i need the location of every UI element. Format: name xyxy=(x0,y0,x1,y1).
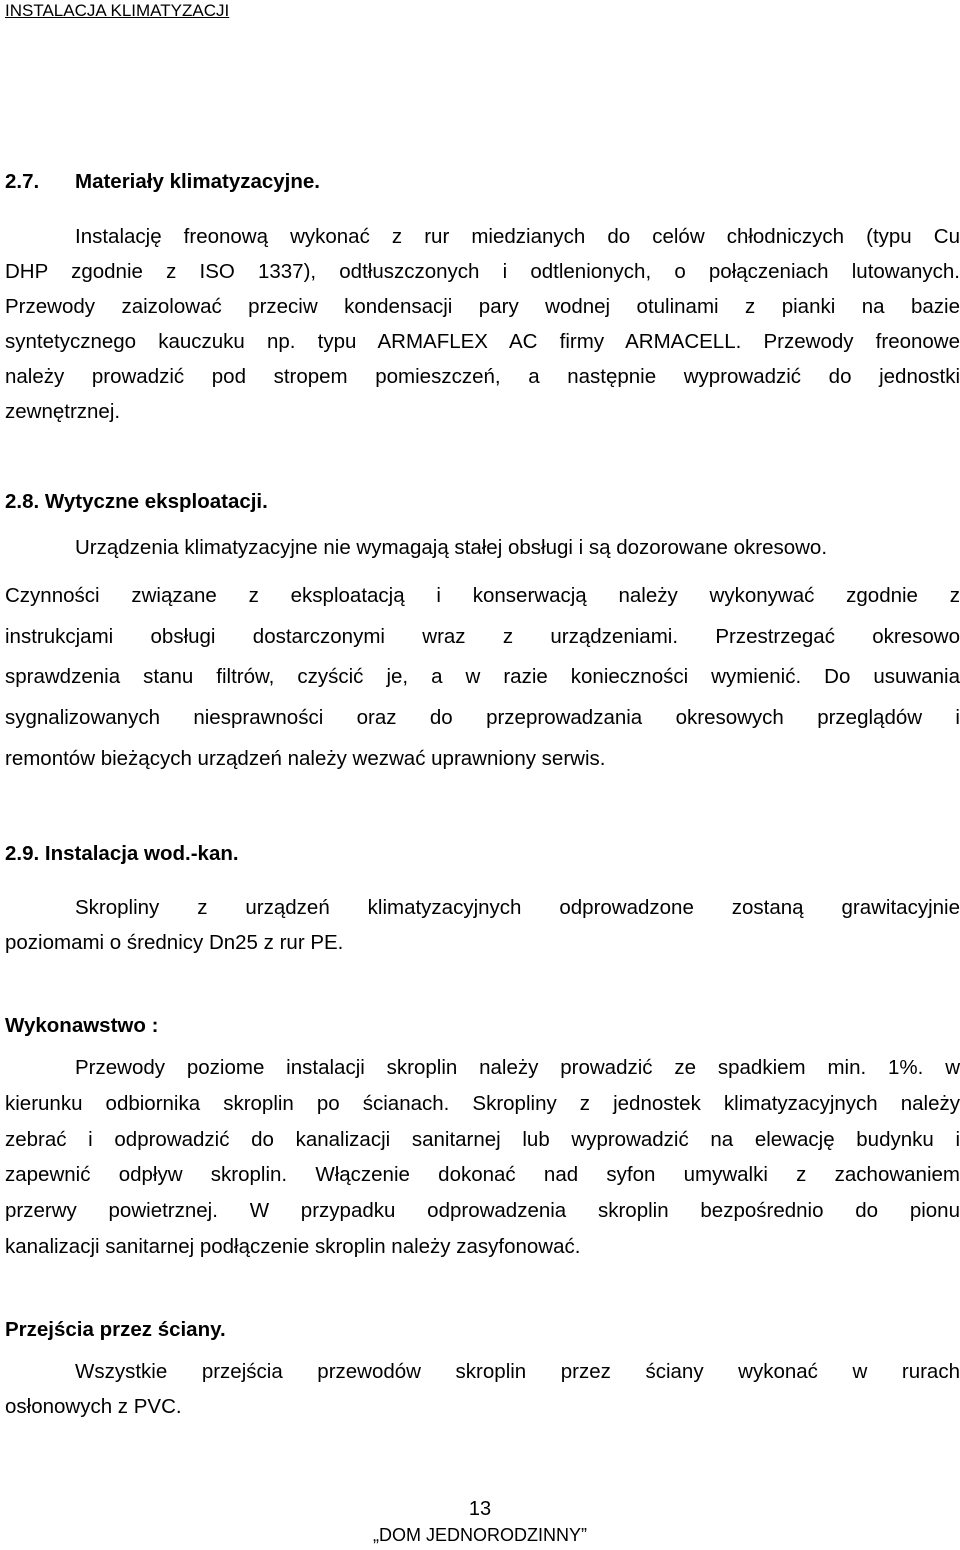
page-number: 13 xyxy=(468,1498,492,1520)
header-title-link[interactable]: INSTALACJA KLIMATYZACJI xyxy=(5,1,230,20)
section-2-8-paragraph xyxy=(5,576,960,779)
przejscia-heading: Przejścia przez ściany. xyxy=(5,1318,226,1341)
paragraph-line: poziomami o średnicy Dn25 z rur PE. xyxy=(5,931,344,954)
section-heading-2-7 xyxy=(5,168,320,196)
paragraph-line: Wszystkie przejścia przewodów skroplin przez ściany wykonać w rurach xyxy=(75,1360,960,1383)
section-heading-2-9: 2.9. Instalacja wod.-kan. xyxy=(5,842,239,865)
paragraph-line: zewnętrznej. xyxy=(5,400,121,423)
paragraph-line: zapewnić odpływ skroplin. Włączenie dokonać nad syfon umywalki z zachowaniem xyxy=(5,1163,960,1187)
section-title: Materiały klimatyzacyjne. xyxy=(75,170,320,193)
wykonawstwo-heading: Wykonawstwo : xyxy=(5,1014,159,1037)
paragraph-line: Skropliny z urządzeń klimatyzacyjnych odprowadzone zostaną grawitacyjnie xyxy=(75,896,960,919)
section-number: 2.7. xyxy=(5,170,40,193)
paragraph-line: Czynności związane z eksploatacją i konserwacją należy wykonywać zgodnie z xyxy=(5,584,960,607)
paragraph-line: Przewody poziome instalacji skroplin należy prowadzić ze spadkiem min. 1%. w xyxy=(75,1056,960,1079)
wykonawstwo-paragraph xyxy=(5,1050,960,1265)
paragraph-line: kierunku odbiornika skroplin po ścianach. Skropliny z jednostek klimatyzacyjnych należy xyxy=(5,1091,960,1115)
paragraph-line: sygnalizowanych niesprawności oraz do przeprowadzania okresowych przeglądów i xyxy=(5,706,960,730)
paragraph-line: sprawdzenia stanu filtrów, czyścić je, a w razie konieczności wymienić. Do usuwania xyxy=(5,665,960,689)
paragraph-line: należy prowadzić pod stropem pomieszczeń, a następnie wyprowadzić do jednostki xyxy=(5,365,960,388)
section-2-9-paragraph xyxy=(5,890,960,960)
przejscia-paragraph xyxy=(5,1354,960,1424)
paragraph-line: instrukcjami obsługi dostarczonymi wraz z urządzeniami. Przestrzegać okresowo xyxy=(5,624,960,648)
footer-project-name: „DOM JEDNORODZINNY” xyxy=(373,1525,587,1545)
paragraph-line: syntetycznego kauczuku np. typu ARMAFLEX AC firmy ARMACELL. Przewody freonowe xyxy=(5,330,960,353)
paragraph-line: kanalizacji sanitarnej podłączenie skroplin należy zasyfonować. xyxy=(5,1234,581,1258)
section-heading-2-8: 2.8. Wytyczne eksploatacji. xyxy=(5,490,268,513)
paragraph-line: zebrać i odprowadzić do kanalizacji sanitarnej lub wyprowadzić na elewację budynku i xyxy=(5,1127,960,1151)
paragraph-line: osłonowych z PVC. xyxy=(5,1395,182,1418)
paragraph-line: przerwy powietrznej. W przypadku odprowadzenia skroplin bezpośrednio do pionu xyxy=(5,1199,960,1223)
section-2-7-paragraph xyxy=(5,219,960,429)
paragraph-line: Instalację freonową wykonać z rur miedzianych do celów chłodniczych (typu Cu xyxy=(75,225,960,248)
paragraph-line: remontów bieżących urządzeń należy wezwać uprawniony serwis. xyxy=(5,746,606,770)
paragraph-line: DHP zgodnie z ISO 1337), odtłuszczonych i odtlenionych, o połączeniach lutowanych. xyxy=(5,260,960,283)
paragraph-line: Przewody zaizolować przeciw kondensacji pary wodnej otulinami z pianki na bazie xyxy=(5,295,960,318)
section-2-8-intro: Urządzenia klimatyzacyjne nie wymagają stałej obsługi i są dozorowane okresowo. xyxy=(75,536,828,559)
